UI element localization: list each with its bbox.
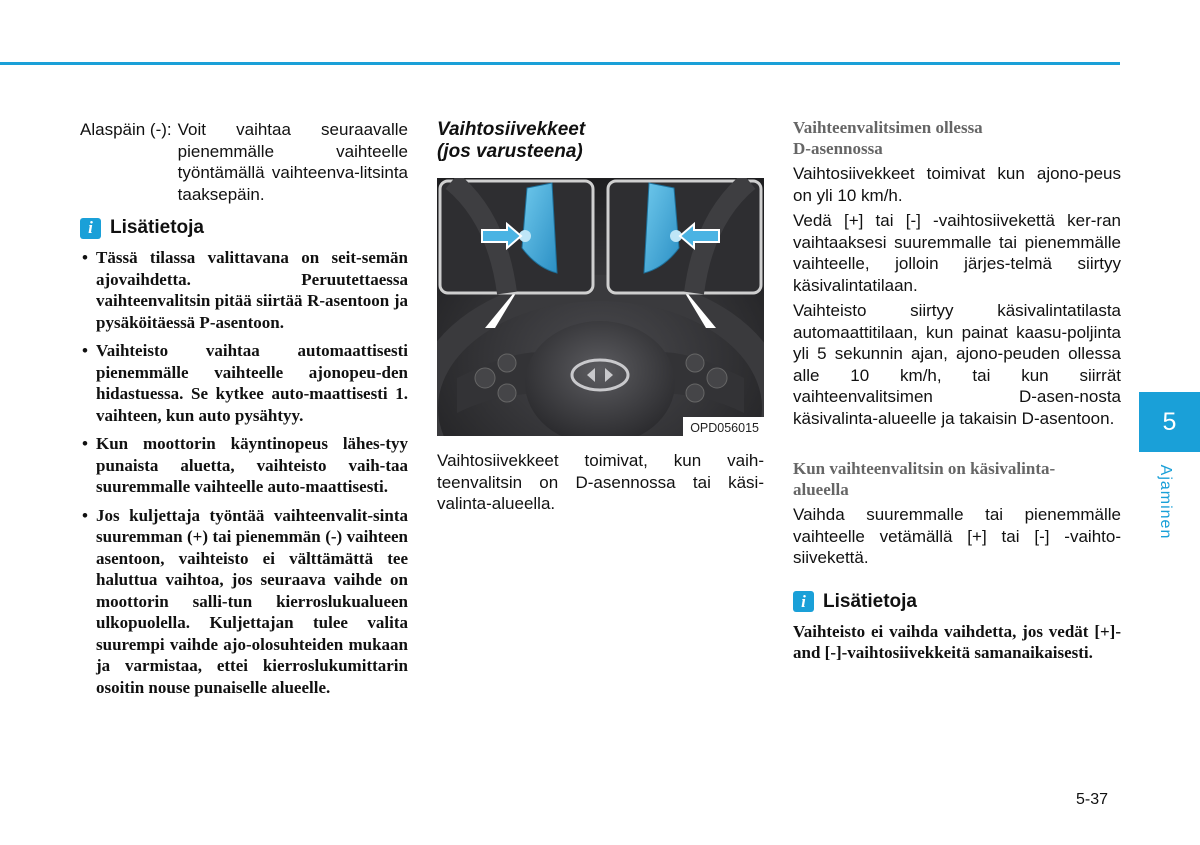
chapter-tab <box>1139 392 1200 452</box>
info-bullet: • Jos kuljettaja työntää vaihteenvalit-sinta suuremman (+) tai pienemmän (-) vaihteen asentoon, vaihteisto ei välttämättä tee haluttua vaihtoa, jos seuraava vaihde on moottorin salli-tun kierroslukualueen ulkopuolella. Kuljettajan tulee valita suurempi vaihde ajo-olosuhteiden mukaan ja varmistaa, ettei kierroslukumittarin osoitin nouse punaiselle alueelle. <box>80 505 408 699</box>
subheading-line-1: Kun vaihteenvalitsin on käsivalinta- <box>793 459 1056 478</box>
section-heading <box>437 119 764 163</box>
downshift-definition <box>80 119 408 205</box>
info-text: Vaihteisto ei vaihda vaihdetta, jos vedät [+]- and [-]-vaihtosiivekkeitä samanaikaisesti. <box>793 621 1121 662</box>
paragraph: Vaihtosiivekkeet toimivat kun ajono-peus on yli 10 km/h. <box>793 164 1121 205</box>
heading-line-2: (jos varusteena) <box>437 141 583 162</box>
header-rule <box>0 62 1120 65</box>
subheading-d-position <box>793 118 1121 159</box>
definition-text: Voit vaihtaa seuraavalle pienemmälle vaihteelle työntämällä vaihteenva-litsinta taaksepäin. <box>177 120 408 204</box>
subheading-line-1: Vaihteenvalitsimen ollessa <box>793 118 983 137</box>
paddle-shifter-illustration <box>437 178 764 436</box>
column-3 <box>793 118 1121 664</box>
info-icon: i <box>793 591 814 612</box>
heading-line-1: Vaihtosiivekkeet <box>437 119 586 140</box>
subheading-line-2: D-asennossa <box>793 138 883 158</box>
figure-caption: Vaihtosiivekkeet toimivat, kun vaih-teenvalitsin on D-asennossa tai käsi-valinta-alueella. <box>437 451 764 513</box>
info-icon: i <box>80 218 101 239</box>
paragraph: Vaihteisto siirtyy käsivalintatilasta automaattitilaan, kun painat kaasu-poljinta yli 5 sekunnin ajan, ajono-peuden ollessa alle 10 km/h, tai kun siirrät vaihteenvalitsimen D-asen-nosta käsivalinta-alueelle ja takaisin D-asentoon. <box>793 301 1121 428</box>
chapter-number: 5 <box>1162 407 1177 436</box>
definition-term: Alaspäin (-): <box>80 120 172 139</box>
paragraph: Vaihda suuremmalle tai pienemmälle vaihteelle vetämällä [+] tai [-] -vaihto-siivekettä. <box>793 505 1121 567</box>
info-bullet: • Tässä tilassa valittavana on seit-semän ajovaihdetta. Peruutettaessa vaihteenvalitsin pitää siirtää R-asentoon ja pysäköitäessä P-asentoon. <box>80 247 408 333</box>
info-title: Lisätietoja <box>823 590 917 612</box>
info-bullet-list <box>80 247 408 698</box>
column-2 <box>437 119 764 515</box>
page-number: 5-37 <box>1076 791 1109 808</box>
info-heading <box>80 217 408 239</box>
info-bullet: • Vaihteisto vaihtaa automaattisesti pienemmälle vaihteelle ajonopeu-den hidastuessa. Se kytkee auto-maattisesti 1. vaihteen, kun auto pysähtyy. <box>80 340 408 426</box>
steering-wheel-image <box>437 178 764 436</box>
chapter-label <box>1153 462 1177 542</box>
info-bullet: • Kun moottorin käyntinopeus lähes-tyy punaista aluetta, vaihteisto vaih-taa suuremmalle vaihteelle auto-maattisesti. <box>80 433 408 498</box>
info-title: Lisätietoja <box>110 217 204 238</box>
chapter-label-text: Ajaminen <box>1157 464 1174 540</box>
info-heading <box>793 591 1121 613</box>
column-1 <box>80 119 408 705</box>
subheading-line-2: alueella <box>793 479 849 499</box>
paragraph: Vedä [+] tai [-] -vaihtosiivekettä ker-ran vaihtaaksesi suuremmalle tai pienemmälle vaihteelle, jolloin järjes-telmä siirtyy käsivalintatilaan. <box>793 211 1121 295</box>
subheading-manual-range <box>793 459 1121 500</box>
figure-code: OPD056015 <box>683 417 764 436</box>
